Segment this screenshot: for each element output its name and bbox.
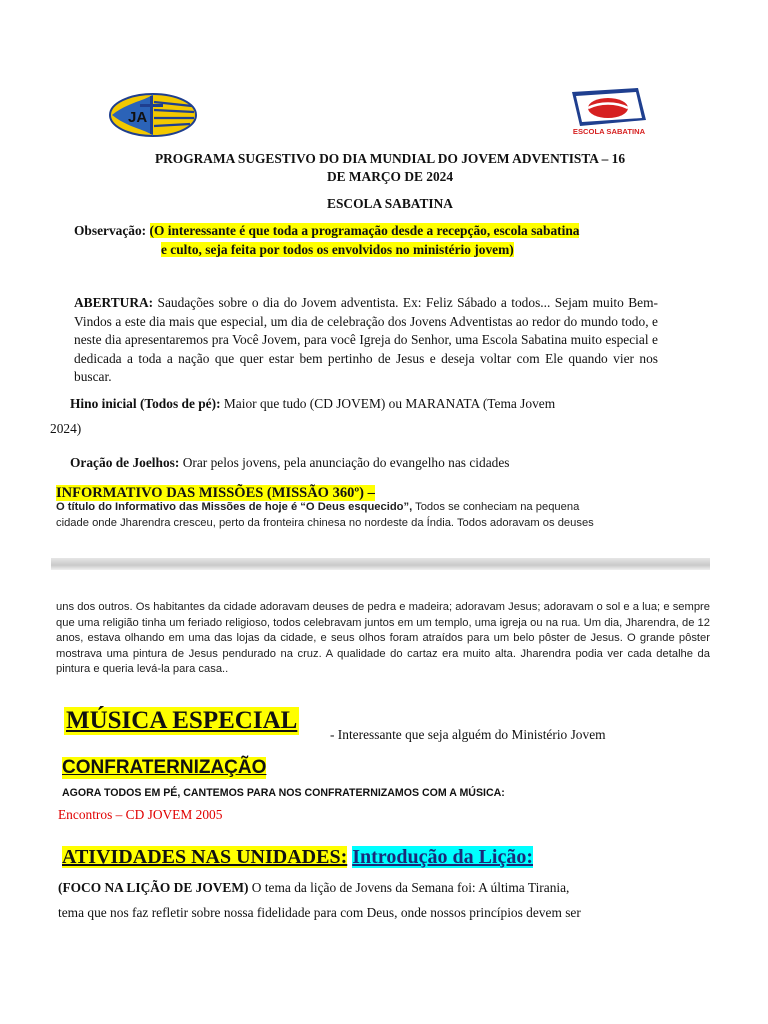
- confraternizacao-song: Encontros – CD JOVEM 2005: [58, 807, 223, 822]
- hino-label: Hino inicial (Todos de pé):: [70, 396, 221, 411]
- ja-logo-text: JA: [128, 109, 148, 126]
- missoes-heading-text: INFORMATIVO DAS MISSÕES (MISSÃO 360º) –: [56, 485, 375, 501]
- observacao-line1: [74, 221, 664, 240]
- foco-text-2: tema que nos faz refletir sobre nossa fidelidade para com Deus, onde nossos princípios devem ser: [58, 905, 581, 920]
- confraternizacao-sub: AGORA TODOS EM PÉ, CANTEMOS PARA NOS CONFRATERNIZAMOS COM A MÚSICA:: [62, 787, 505, 799]
- hino-line1: [70, 396, 555, 412]
- observacao-text-2: e culto, seja feita por todos os envolvidos no ministério jovem): [161, 242, 514, 257]
- observacao-line2: [74, 240, 664, 259]
- foco-label: (FOCO NA LIÇÃO DE JOVEM): [58, 880, 249, 895]
- musica-especial-heading: MÚSICA ESPECIAL: [66, 707, 298, 734]
- ja-logo: [108, 92, 198, 143]
- missoes-intro: [56, 500, 710, 531]
- musica-especial-note: - Interessante que seja alguém do Ministério Jovem: [330, 727, 606, 742]
- foco-line1: [58, 875, 668, 900]
- atividades-heading-line: [62, 846, 533, 869]
- foco-paragraph: [58, 875, 668, 925]
- abertura-label: ABERTURA:: [74, 295, 154, 310]
- abertura-paragraph: [74, 294, 658, 387]
- foco-text-1: O tema da lição de Jovens da Semana foi: A última Tirania,: [248, 880, 570, 895]
- hino-text-1: Maior que tudo (CD JOVEM) ou MARANATA (Tema Jovem: [220, 396, 556, 411]
- oracao-text: Orar pelos jovens, pela anunciação do evangelho nas cidades: [179, 455, 510, 470]
- program-title-line2: DE MARÇO DE 2024: [326, 169, 454, 184]
- oracao-line: [70, 455, 510, 471]
- missoes-intro-rest: Todos se conheciam na pequena: [412, 501, 580, 513]
- observacao-label: Observação:: [74, 223, 147, 238]
- escola-sabatina-caption: ESCOLA SABATINA: [572, 127, 646, 136]
- observacao-text-1: (O interessante é que toda a programação desde a recepção, escola sabatina: [149, 223, 580, 238]
- program-title-line1: PROGRAMA SUGESTIVO DO DIA MUNDIAL DO JOVEM ADVENTISTA – 16: [154, 151, 626, 166]
- abertura-text: Saudações sobre o dia do Jovem adventista. Ex: Feliz Sábado a todos... Sejam muito Bem-Vindos a este dia mais que especial, um dia de celebração dos Jovens Adventistas ao redor do mundo todo, e neste dia apresentaremos pra Você Jovem, para você Igreja do Senhor, uma Escola Sabatina muito especial e dedicada a toda a nação que quer estar bem pertinho de Jesus e deseja voltar com Ele quando vier nos buscar.: [74, 295, 658, 385]
- program-title: [90, 150, 690, 186]
- introducao-licao-heading: Introdução da Lição:: [352, 846, 533, 868]
- escola-sabatina-logo: [566, 86, 652, 143]
- confraternizacao-heading: CONFRATERNIZAÇÃO: [62, 757, 267, 778]
- missoes-intro-line2: cidade onde Jharendra cresceu, perto da fronteira chinesa no nordeste da Índia. Todos adoravam os deuses: [56, 516, 594, 529]
- hino-text-2: 2024): [50, 421, 82, 436]
- atividades-heading: ATIVIDADES NAS UNIDADES:: [62, 846, 348, 868]
- observacao-block: [74, 221, 664, 259]
- missoes-intro-line1: [56, 500, 710, 516]
- oracao-label: Oração de Joelhos:: [70, 455, 180, 470]
- page-divider: [51, 558, 710, 570]
- missoes-continuation: uns dos outros. Os habitantes da cidade adoravam deuses de pedra e madeira; adoravam Jesus; adoravam o sol e a lua; e sempre que uma religião tinha um feriado religioso, todos celebravam juntos em um templo, uma igreja ou na rua. Um dia, Jharendra, de 12 anos, estava olhando em uma das lojas da cidade, e seus olhos foram atraídos para um belo pôster de Jesus. O grande pôster mostrava uma pintura de Jesus pendurado na cruz. A qualidade do cartaz era muito alta. Jharendra podia ver cada detalhe da pintura e queria levá-la para casa..: [56, 601, 710, 676]
- program-subtitle: ESCOLA SABATINA: [327, 196, 453, 211]
- missoes-intro-bold: O título do Informativo das Missões de hoje é “O Deus esquecido”,: [56, 501, 413, 513]
